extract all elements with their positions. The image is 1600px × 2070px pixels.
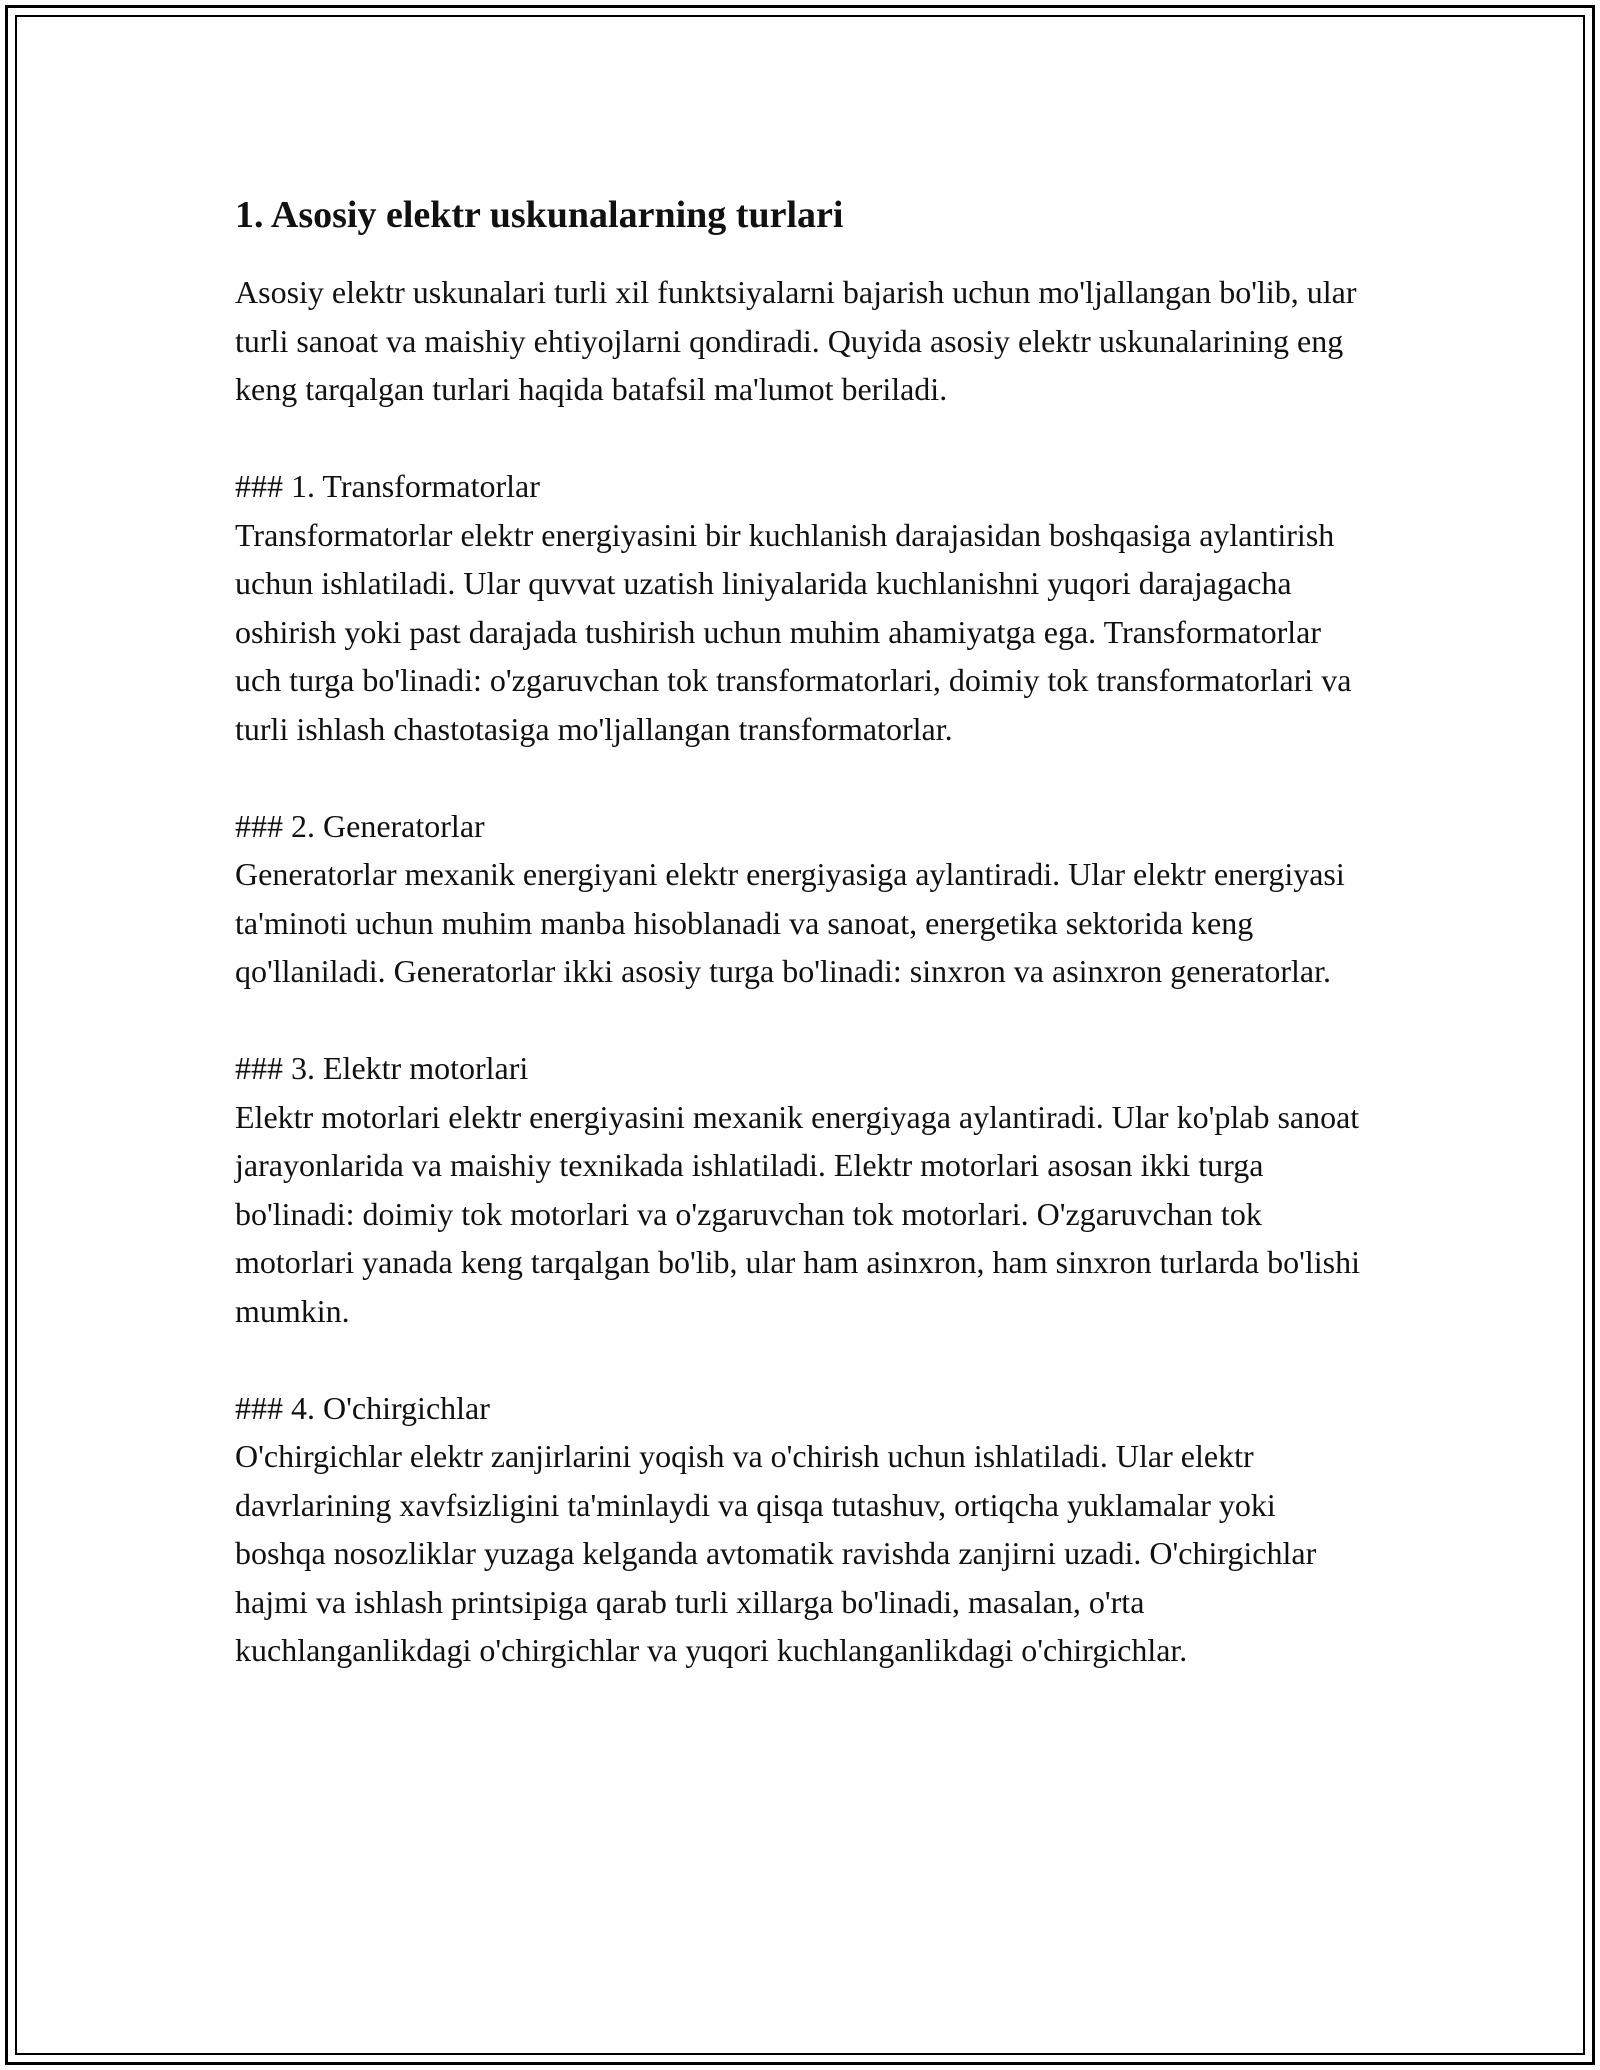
section-heading: ### 3. Elektr motorlari [235, 1050, 529, 1086]
section-body: O'chirgichlar elektr zanjirlarini yoqish va o'chirish uchun ishlatiladi. Ular elektr davrlarining xavfsizligini ta'minlaydi va qisqa tutashuv, ortiqcha yuklamalar yoki boshqa nosozliklar yuzaga kelganda avtomatik ravishda zanjirni uzadi. O'chirgichlar hajmi va ishlash printsipiga qarab turli xillarga bo'linadi, masalan, o'rta kuchlanganlikdagi o'chirgichlar va yuqori kuchlanganlikdagi o'chirgichlar. [235, 1438, 1317, 1668]
section-body: Transformatorlar elektr energiyasini bir kuchlanish darajasidan boshqasiga aylantirish uchun ishlatiladi. Ular quvvat uzatish liniyalarida kuchlanishni yuqori darajagacha oshirish yoki past darajada tushirish uchun muhim ahamiyatga ega. Transformatorlar uch turga bo'linadi: o'zgaruvchan tok transformatorlari, doimiy tok transformatorlari va turli ishlash chastotasiga mo'ljallangan transformatorlar. [235, 516, 1352, 747]
intro-paragraph: Asosiy elektr uskunalari turli xil funktsiyalarni bajarish uchun mo'ljallangan bo'lib, ular turli sanoat va maishiy ehtiyojlarni qondiradi. Quyida asosiy elektr uskunalarining eng keng tarqalgan turlari haqida batafsil ma'lumot beriladi. [235, 274, 1357, 407]
section-body: Generatorlar mexanik energiyani elektr energiyasiga aylantiradi. Ular elektr energiyasi ta'minoti uchun muhim manba hisoblanadi va sanoat, energetika sektorida keng qo'llaniladi. Generatorlar ikki asosiy turga bo'linadi: sinxron va asinxron generatorlar. [235, 856, 1345, 989]
section-ochirgichlar [235, 1384, 1365, 1675]
section-heading: ### 1. Transformatorlar [235, 468, 540, 504]
document-body [235, 188, 1365, 1675]
section-transformatorlar [235, 462, 1365, 753]
section-generatorlar [235, 802, 1365, 996]
section-elektr-motorlari [235, 1044, 1365, 1335]
section-body: Elektr motorlari elektr energiyasini mexanik energiyaga aylantiradi. Ular ko'plab sanoat jarayonlarida va maishiy texnikada ishlatiladi. Elektr motorlari asosan ikki turga bo'linadi: doimiy tok motorlari va o'zgaruvchan tok motorlari. O'zgaruvchan tok motorlari yanada keng tarqalgan bo'lib, ular ham asinxron, ham sinxron turlarda bo'lishi mumkin. [235, 1098, 1361, 1329]
document-title: 1. Asosiy elektr uskunalarning turlari [235, 194, 844, 236]
section-heading: ### 4. O'chirgichlar [235, 1389, 490, 1426]
section-heading: ### 2. Generatorlar [235, 807, 485, 844]
